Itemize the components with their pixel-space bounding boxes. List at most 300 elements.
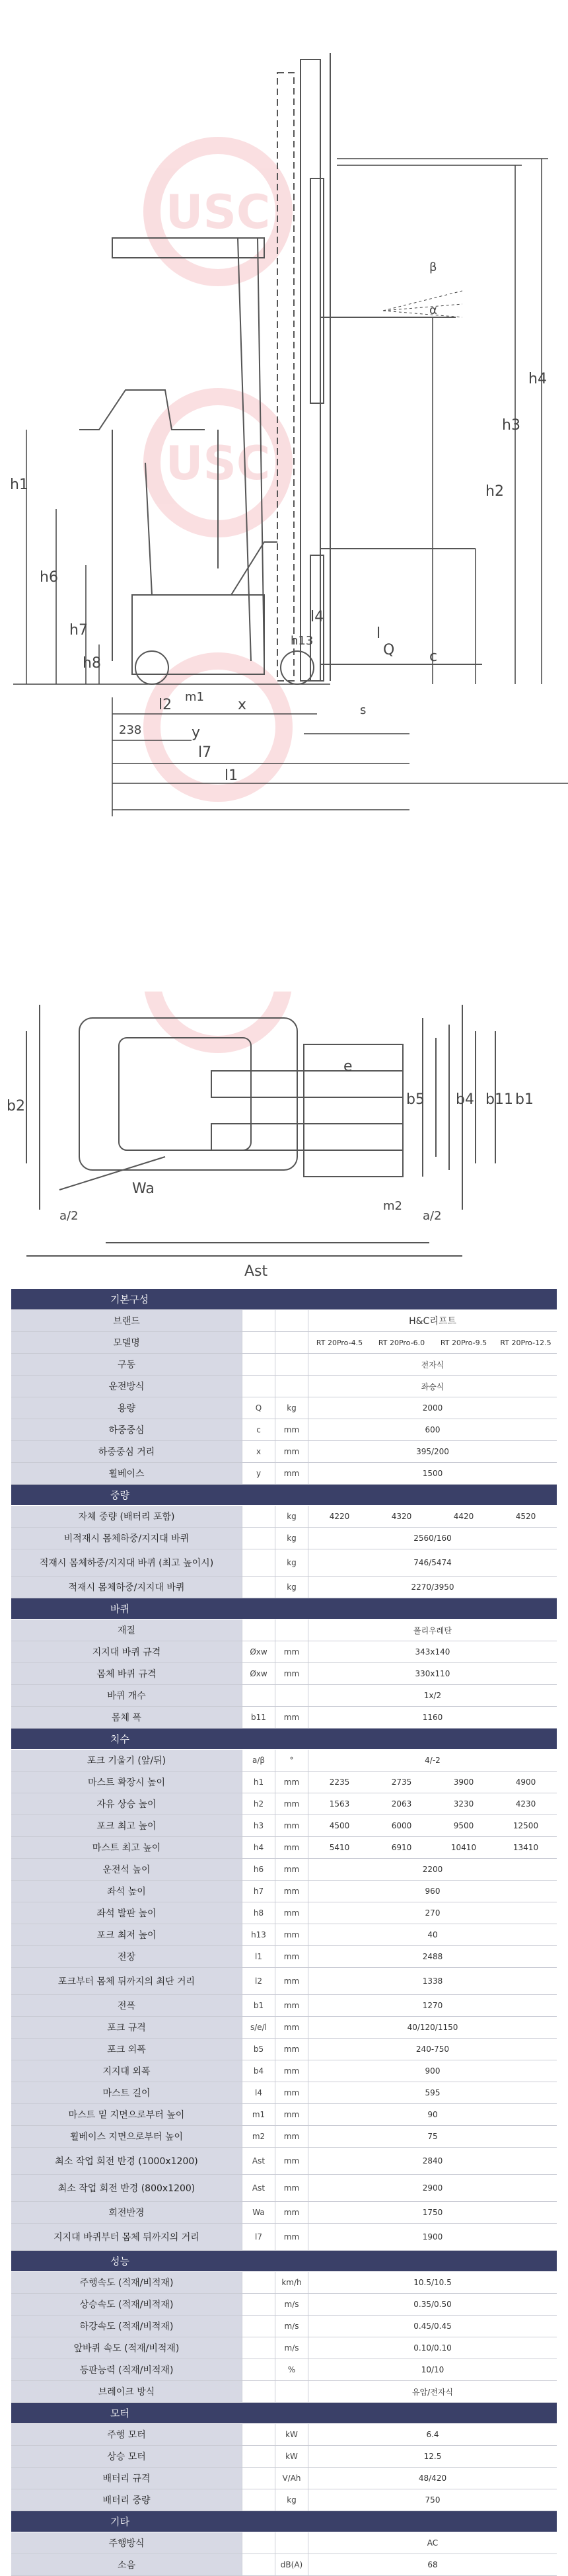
spec-row	[11, 2316, 557, 2337]
spec-label: 마스트 길이	[11, 2082, 242, 2103]
spec-value: 960	[425, 1887, 441, 1896]
spec-row	[11, 1663, 557, 1685]
spec-value: 2000	[422, 1403, 443, 1413]
spec-value: 2200	[422, 1865, 443, 1874]
spec-label: 지지대 외폭	[11, 2060, 242, 2082]
spec-value: H&C리프트	[409, 1316, 456, 1327]
dim-s: s	[360, 703, 367, 717]
spec-value: 4520	[515, 1512, 536, 1521]
spec-unit: mm	[275, 1663, 308, 1684]
spec-symbol	[242, 2424, 275, 2445]
spec-row	[11, 2489, 557, 2511]
dim-h4: h4	[528, 371, 547, 387]
spec-value: 유압/전자식	[411, 2387, 453, 2397]
spec-values	[308, 1815, 557, 1836]
section-header: 모터	[11, 2403, 557, 2424]
dim-wa: Wa	[132, 1181, 155, 1197]
spec-label: 배터리 중량	[11, 2489, 242, 2511]
spec-unit: mm	[275, 1707, 308, 1728]
spec-symbol: h7	[242, 1881, 275, 1902]
spec-label: 휠베이스 지면으로부터 높이	[11, 2126, 242, 2147]
spec-symbol: b4	[242, 2060, 275, 2082]
spec-row	[11, 1397, 557, 1419]
spec-symbol	[242, 2337, 275, 2359]
spec-label: 포크 최저 높이	[11, 1924, 242, 1945]
dim-ast: Ast	[244, 1263, 268, 1280]
dim-h3: h3	[502, 417, 520, 434]
spec-row	[11, 1995, 557, 2017]
spec-value: 10/10	[421, 2365, 444, 2374]
spec-value: 595	[425, 2088, 441, 2097]
spec-row	[11, 2446, 557, 2468]
spec-symbol	[242, 1376, 275, 1397]
spec-unit: mm	[275, 1902, 308, 1924]
spec-row	[11, 1859, 557, 1881]
spec-row	[11, 2272, 557, 2294]
dim-l4: l4	[310, 609, 324, 625]
spec-value: RT 20Pro-12.5	[500, 1338, 551, 1347]
spec-value: 폴리우레탄	[413, 1625, 452, 1635]
spec-unit	[275, 1332, 308, 1353]
dim-e: e	[343, 1058, 353, 1075]
spec-row	[11, 2175, 557, 2202]
spec-value: 3230	[453, 1799, 474, 1809]
spec-value: 750	[425, 2495, 441, 2505]
spec-row	[11, 1924, 557, 1946]
spec-row	[11, 1707, 557, 1729]
spec-row	[11, 1577, 557, 1598]
dim-beta: β	[429, 260, 437, 274]
spec-label: 적재시 몸체하중/지지대 바퀴	[11, 1577, 242, 1598]
dim-y: y	[192, 724, 201, 741]
spec-symbol: l2	[242, 1968, 275, 1994]
spec-label: 자유 상승 높이	[11, 1793, 242, 1815]
spec-symbol: x	[242, 1441, 275, 1462]
spec-value: RT 20Pro-6.0	[378, 1338, 425, 1347]
spec-symbol	[242, 2446, 275, 2467]
spec-symbol	[242, 1549, 275, 1576]
dim-a-half-left: a/2	[59, 1209, 79, 1223]
spec-value: 1338	[422, 1976, 443, 1986]
top-view-svg	[0, 992, 568, 1282]
spec-label: 포크 규격	[11, 2017, 242, 2038]
spec-value: RT 20Pro-4.5	[316, 1338, 363, 1347]
spec-label: 용량	[11, 1397, 242, 1419]
spec-symbol: Øxw	[242, 1663, 275, 1684]
spec-symbol: Q	[242, 1397, 275, 1419]
dim-h2: h2	[485, 483, 504, 500]
spec-label: 회전반경	[11, 2202, 242, 2223]
spec-unit: kg	[275, 1506, 308, 1527]
spec-value: 13410	[513, 1843, 539, 1852]
spec-unit: mm	[275, 1968, 308, 1994]
spec-symbol: l4	[242, 2082, 275, 2103]
spec-value: 6910	[391, 1843, 412, 1852]
spec-row	[11, 2082, 557, 2104]
spec-unit: kW	[275, 2446, 308, 2467]
spec-value: 2270/3950	[411, 1582, 454, 1592]
spec-symbol: h3	[242, 1815, 275, 1836]
spec-symbol: b11	[242, 1707, 275, 1728]
spec-value: 전자식	[421, 1360, 444, 1370]
spec-symbol	[242, 1577, 275, 1598]
spec-label: 하중중심	[11, 1419, 242, 1440]
spec-label: 좌석 높이	[11, 1881, 242, 1902]
spec-values	[308, 1332, 557, 1353]
spec-symbol: l1	[242, 1946, 275, 1967]
spec-label: 마스트 밑 지면으로부터 높이	[11, 2104, 242, 2125]
spec-symbol	[242, 1506, 275, 1527]
spec-label: 자체 중량 (배터리 포함)	[11, 1506, 242, 1527]
spec-symbol	[242, 2468, 275, 2489]
spec-unit: mm	[275, 2202, 308, 2223]
dim-h13: h13	[291, 634, 314, 648]
spec-value: AC	[427, 2538, 439, 2548]
spec-row	[11, 2294, 557, 2316]
spec-value: 1563	[329, 1799, 350, 1809]
spec-row	[11, 1793, 557, 1815]
dim-c: c	[429, 648, 438, 665]
dim-l: l	[376, 625, 381, 642]
spec-value: 2235	[329, 1777, 350, 1787]
spec-row	[11, 2017, 557, 2039]
spec-row	[11, 2126, 557, 2148]
spec-symbol	[242, 2554, 275, 2575]
spec-symbol	[242, 1685, 275, 1706]
spec-row	[11, 1549, 557, 1577]
spec-unit: m/s	[275, 2294, 308, 2315]
spec-symbol: Wa	[242, 2202, 275, 2223]
spec-value: 6000	[391, 1821, 412, 1830]
spec-label: 상승속도 (적재/비적재)	[11, 2294, 242, 2315]
spec-symbol: h2	[242, 1793, 275, 1815]
dim-h8: h8	[83, 655, 101, 672]
spec-label: 주행방식	[11, 2532, 242, 2554]
spec-row	[11, 2554, 557, 2576]
spec-label: 포크부터 몸체 뒤까지의 최단 거리	[11, 1968, 242, 1994]
dim-b4: b4	[456, 1091, 474, 1108]
spec-label: 지지대 바퀴부터 몸체 뒤까지의 거리	[11, 2224, 242, 2250]
spec-label: 소음	[11, 2554, 242, 2575]
spec-label: 포크 최고 높이	[11, 1815, 242, 1836]
spec-unit: °	[275, 1750, 308, 1771]
spec-row	[11, 2148, 557, 2175]
spec-symbol	[242, 1310, 275, 1331]
spec-unit: mm	[275, 2060, 308, 2082]
spec-value: 2560/160	[413, 1534, 452, 1543]
spec-unit: kg	[275, 1528, 308, 1549]
spec-row	[11, 2104, 557, 2126]
spec-row	[11, 1354, 557, 1376]
spec-label: 상승 모터	[11, 2446, 242, 2467]
spec-label: 운전석 높이	[11, 1859, 242, 1880]
spec-row	[11, 1506, 557, 1528]
spec-row	[11, 1837, 557, 1859]
spec-value: 343x140	[415, 1647, 450, 1657]
spec-row	[11, 1441, 557, 1463]
spec-symbol: h1	[242, 1772, 275, 1793]
spec-unit: mm	[275, 1419, 308, 1440]
spec-label: 운전방식	[11, 1376, 242, 1397]
spec-unit	[275, 2381, 308, 2402]
spec-value: 4220	[329, 1512, 350, 1521]
spec-symbol	[242, 2316, 275, 2337]
dim-m1: m1	[185, 690, 204, 704]
spec-value: 40	[427, 1930, 438, 1939]
spec-row	[11, 1310, 557, 1332]
spec-unit: mm	[275, 1924, 308, 1945]
spec-unit: mm	[275, 2017, 308, 2038]
spec-values	[308, 1793, 557, 1815]
spec-value: 4/-2	[425, 1756, 441, 1765]
spec-unit: mm	[275, 1641, 308, 1662]
dim-h1: h1	[10, 477, 28, 493]
dim-l7: l7	[198, 744, 212, 761]
spec-row	[11, 2424, 557, 2446]
spec-unit: mm	[275, 2175, 308, 2201]
spec-row	[11, 2359, 557, 2381]
spec-value: 4900	[515, 1777, 536, 1787]
spec-unit: mm	[275, 1772, 308, 1793]
spec-unit: m/s	[275, 2337, 308, 2359]
spec-unit: kW	[275, 2424, 308, 2445]
spec-row	[11, 2039, 557, 2060]
spec-unit	[275, 1310, 308, 1331]
spec-row	[11, 2060, 557, 2082]
spec-value: 48/420	[418, 2474, 447, 2483]
spec-row	[11, 1750, 557, 1772]
dim-a-half-right: a/2	[423, 1209, 442, 1223]
spec-symbol: h6	[242, 1859, 275, 1880]
spec-unit: mm	[275, 2148, 308, 2174]
spec-value: 0.10/0.10	[413, 2343, 452, 2353]
section-header: 바퀴	[11, 1598, 557, 1620]
spec-unit	[275, 1376, 308, 1397]
spec-label: 비적재시 몸체하중/지지대 바퀴	[11, 1528, 242, 1549]
spec-symbol: m2	[242, 2126, 275, 2147]
spec-label: 등판능력 (적재/비적재)	[11, 2359, 242, 2380]
spec-value: 900	[425, 2066, 441, 2076]
spec-label: 지지대 바퀴 규격	[11, 1641, 242, 1662]
spec-values	[308, 1837, 557, 1858]
spec-label: 최소 작업 회전 반경 (1000x1200)	[11, 2148, 242, 2174]
spec-row	[11, 1620, 557, 1641]
side-view-svg	[0, 0, 568, 992]
dim-b5: b5	[406, 1091, 425, 1108]
spec-unit: mm	[275, 1995, 308, 2016]
spec-value: 600	[425, 1425, 441, 1434]
spec-value: 3900	[453, 1777, 474, 1787]
spec-symbol	[242, 2359, 275, 2380]
section-header: 기타	[11, 2511, 557, 2532]
spec-value: 0.35/0.50	[413, 2300, 452, 2309]
spec-symbol	[242, 2272, 275, 2293]
spec-symbol: h13	[242, 1924, 275, 1945]
spec-symbol	[242, 1620, 275, 1641]
spec-value: 12.5	[423, 2452, 442, 2461]
spec-symbol	[242, 1354, 275, 1375]
spec-value: RT 20Pro-9.5	[440, 1338, 487, 1347]
spec-row	[11, 2202, 557, 2224]
spec-label: 주행속도 (적재/비적재)	[11, 2272, 242, 2293]
spec-unit: %	[275, 2359, 308, 2380]
spec-label: 마스트 최고 높이	[11, 1837, 242, 1858]
spec-label: 모델명	[11, 1332, 242, 1353]
spec-unit: V/Ah	[275, 2468, 308, 2489]
spec-symbol	[242, 1332, 275, 1353]
spec-symbol: s/e/l	[242, 2017, 275, 2038]
spec-value: 240-750	[415, 2045, 450, 2054]
spec-unit	[275, 2532, 308, 2554]
spec-value: 40/120/1150	[407, 2023, 458, 2032]
spec-value: 5410	[329, 1843, 350, 1852]
spec-symbol: h8	[242, 1902, 275, 1924]
spec-symbol	[242, 1528, 275, 1549]
spec-label: 전장	[11, 1946, 242, 1967]
spec-value: 좌승식	[421, 1382, 444, 1391]
dim-b11: b11	[485, 1091, 513, 1108]
spec-unit: m/s	[275, 2316, 308, 2337]
spec-row	[11, 2468, 557, 2489]
spec-value: 4230	[515, 1799, 536, 1809]
spec-unit	[275, 1685, 308, 1706]
spec-unit: kg	[275, 1577, 308, 1598]
spec-row	[11, 2381, 557, 2403]
spec-row	[11, 1685, 557, 1707]
spec-label: 주행 모터	[11, 2424, 242, 2445]
spec-symbol	[242, 2489, 275, 2511]
spec-value: 746/5474	[413, 1558, 452, 1567]
spec-unit: mm	[275, 2104, 308, 2125]
spec-row	[11, 1463, 557, 1485]
spec-label: 몸체 폭	[11, 1707, 242, 1728]
spec-symbol: Ast	[242, 2148, 275, 2174]
spec-label: 하강속도 (적재/비적재)	[11, 2316, 242, 2337]
spec-value: 2488	[422, 1952, 443, 1961]
spec-unit: km/h	[275, 2272, 308, 2293]
spec-unit	[275, 1620, 308, 1641]
spec-label: 좌석 발판 높이	[11, 1902, 242, 1924]
spec-unit: mm	[275, 1815, 308, 1836]
spec-label: 브레이크 방식	[11, 2381, 242, 2402]
spec-unit: mm	[275, 1441, 308, 1462]
spec-label: 앞바퀴 속도 (적재/비적재)	[11, 2337, 242, 2359]
spec-symbol	[242, 2381, 275, 2402]
dim-alpha: α	[429, 303, 437, 317]
spec-value: 395/200	[416, 1447, 449, 1456]
spec-value: 75	[427, 2132, 438, 2141]
spec-value: 1160	[422, 1713, 443, 1722]
spec-symbol: c	[242, 1419, 275, 1440]
spec-value: 90	[427, 2110, 438, 2119]
spec-value: 4420	[453, 1512, 474, 1521]
spec-unit: mm	[275, 2224, 308, 2250]
spec-symbol: l7	[242, 2224, 275, 2250]
spec-symbol: h4	[242, 1837, 275, 1858]
spec-unit	[275, 1354, 308, 1375]
spec-value: 10.5/10.5	[413, 2278, 452, 2287]
spec-values	[308, 1772, 557, 1793]
spec-label: 재질	[11, 1620, 242, 1641]
spec-value: 1500	[422, 1469, 443, 1478]
dim-l2: l2	[159, 697, 172, 713]
spec-unit: mm	[275, 2126, 308, 2147]
section-header: 치수	[11, 1729, 557, 1750]
spec-symbol: b5	[242, 2039, 275, 2060]
spec-value: 10410	[450, 1843, 477, 1852]
spec-unit: kg	[275, 1397, 308, 1419]
spec-unit: mm	[275, 2082, 308, 2103]
spec-value: 2900	[422, 2183, 443, 2193]
section-header: 중량	[11, 1485, 557, 1506]
spec-label: 브랜드	[11, 1310, 242, 1331]
spec-unit: mm	[275, 1837, 308, 1858]
dim-b2: b2	[7, 1098, 25, 1114]
spec-value: 4500	[329, 1821, 350, 1830]
spec-unit: mm	[275, 1881, 308, 1902]
spec-symbol: b1	[242, 1995, 275, 2016]
spec-label: 전폭	[11, 1995, 242, 2016]
spec-value: 9500	[453, 1821, 474, 1830]
dim-l1: l1	[225, 767, 238, 784]
spec-row	[11, 1815, 557, 1837]
svg-text:USC: USC	[165, 185, 271, 239]
svg-text:USC: USC	[165, 436, 271, 490]
spec-label: 배터리 규격	[11, 2468, 242, 2489]
spec-row	[11, 1968, 557, 1995]
dim-h6: h6	[40, 569, 58, 586]
spec-value: 2840	[422, 2156, 443, 2166]
spec-symbol: m1	[242, 2104, 275, 2125]
spec-value: 6.4	[426, 2430, 439, 2439]
spec-unit: kg	[275, 1549, 308, 1576]
spec-label: 하중중심 거리	[11, 1441, 242, 1462]
spec-row	[11, 1946, 557, 1968]
top-view-drawing	[0, 992, 568, 1282]
spec-values	[308, 1506, 557, 1527]
spec-value: 2735	[391, 1777, 412, 1787]
dim-b1: b1	[515, 1091, 534, 1108]
spec-label: 적재시 몸체하중/지지대 바퀴 (최고 높이시)	[11, 1549, 242, 1576]
spec-unit: mm	[275, 1793, 308, 1815]
spec-symbol: a/β	[242, 1750, 275, 1771]
spec-symbol: Ast	[242, 2175, 275, 2201]
spec-unit: mm	[275, 1859, 308, 1880]
spec-value: 270	[425, 1908, 441, 1918]
spec-label: 구동	[11, 1354, 242, 1375]
spec-row	[11, 1902, 557, 1924]
dim-238: 238	[119, 723, 142, 737]
spec-value: 1270	[422, 2001, 443, 2010]
side-view-drawing	[0, 0, 568, 992]
spec-row	[11, 1772, 557, 1793]
spec-row	[11, 1332, 557, 1354]
spec-value: 2063	[391, 1799, 412, 1809]
spec-value: 1750	[422, 2208, 443, 2217]
spec-value: 1900	[422, 2232, 443, 2242]
spec-unit: dB(A)	[275, 2554, 308, 2575]
spec-label: 포크 외폭	[11, 2039, 242, 2060]
spec-row	[11, 2337, 557, 2359]
dim-m2: m2	[383, 1199, 402, 1213]
spec-row	[11, 2224, 557, 2251]
spec-row	[11, 1419, 557, 1441]
spec-value: 12500	[513, 1821, 539, 1830]
spec-label: 바퀴 개수	[11, 1685, 242, 1706]
spec-value: 0.45/0.45	[413, 2322, 452, 2331]
spec-label: 몸체 바퀴 규격	[11, 1663, 242, 1684]
section-header: 기본구성	[11, 1289, 557, 1310]
